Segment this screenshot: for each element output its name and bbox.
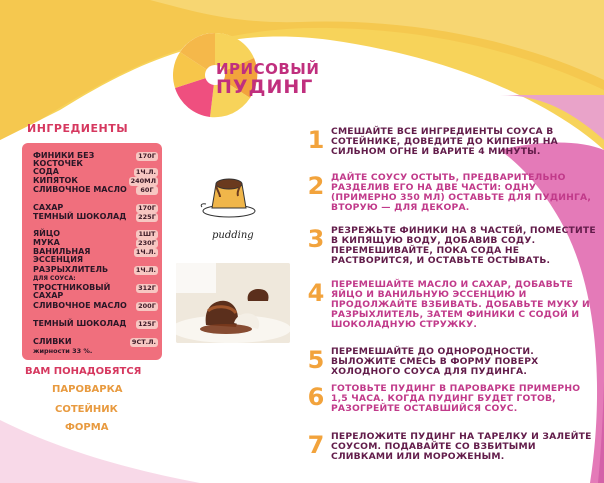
ingredient-qty: 1Ч.Л. — [135, 168, 156, 176]
ingredient-qty: 1Ч.Л. — [135, 266, 156, 274]
pudding-photo-image — [176, 263, 290, 343]
ingredient-name: РАЗРЫХЛИТЕЛЬ — [33, 265, 109, 274]
ingredient-name: ФИНИКИ БЕЗ КОСТОЧЕК — [33, 151, 95, 168]
step-number: 1 — [307, 126, 325, 154]
ingredient-name: ТРОСТНИКОВЫЙ САХАР — [33, 283, 111, 300]
ingredient-qty: 230Г — [136, 239, 158, 248]
ingredient-qty: 125Г — [136, 320, 158, 329]
step-number: 5 — [307, 346, 325, 374]
ingredient-row — [33, 230, 158, 238]
ingredient-row — [33, 239, 158, 247]
ingredient-qty: 1ШТ — [136, 230, 158, 239]
ingredient-name: САХАР — [33, 203, 64, 212]
ingredient-row — [33, 186, 158, 194]
step-text: ПЕРЕМЕШАЙТЕ МАСЛО И САХАР, ДОБАВЬТЕ ЯЙЦО И ВАНИЛЬНУЮ ЭССЕНЦИЮ И ПРОДОЛЖАЙТЕ ВЗБИВАТЬ. ДОБАВЬТЕ МУКУ И РАЗРЫХЛИТЕЛЬ, ЗАТЕМ ФИНИКИ С СОДОЙ И ШОКОЛАДНУЮ СТРУЖКУ. — [331, 279, 590, 330]
ingredient-qty: 240МЛ — [130, 177, 156, 185]
step-text: ПЕРЕЛОЖИТЕ ПУДИНГ НА ТАРЕЛКУ И ЗАЛЕЙТЕ СОУСОМ. ПОДАВАЙТЕ СО ВЗБИТЫМИ СЛИВКАМИ ИЛИ МОРОЖЕНЫМ. — [331, 431, 592, 462]
ingredient-row — [33, 213, 158, 221]
ingredient-qty: 170Г — [136, 204, 158, 213]
ingredient-name: СЛИВКИ — [33, 337, 72, 346]
step-number: 7 — [307, 431, 325, 459]
ingredient-qty: 312Г — [136, 284, 158, 293]
step-text: ДАЙТЕ СОУСУ ОСТЫТЬ, ПРЕДВАРИТЕЛЬНО РАЗДЕЛИВ ЕГО НА ДВЕ ЧАСТИ: ОДНУ (ПРИМЕРНО 350 МЛ) ОСТАВЬТЕ ДЛЯ ПУДИНГА, ВТОРУЮ — ДЛЯ ДЕКОРА. — [331, 172, 592, 213]
ingredient-name: ТЕМНЫЙ ШОКОЛАД — [33, 319, 127, 328]
ingredient-row — [33, 177, 158, 185]
ingredient-name: СЛИВОЧНОЕ МАСЛО — [33, 185, 127, 194]
step-number: 3 — [307, 225, 325, 253]
equipment-item: СОТЕЙНИК — [55, 404, 118, 415]
step-number: 6 — [307, 383, 325, 411]
ingredient-name: ТЕМНЫЙ ШОКОЛАД — [33, 212, 127, 221]
ingredient-row — [33, 168, 158, 176]
title-line-1: ИРИСОВЫЙ — [216, 60, 320, 78]
ingredient-qty: 170Г — [136, 152, 158, 161]
pudding-caption: pudding — [212, 230, 254, 241]
ingredient-qty: 225Г — [136, 213, 158, 222]
equipment-heading: ВАМ ПОНАДОБЯТСЯ — [25, 366, 142, 377]
ingredient-name: ВАНИЛЬНАЯ ЭССЕНЦИЯ — [33, 247, 91, 264]
title-line-2: ПУДИНГ — [216, 76, 314, 98]
step-text: СМЕШАЙТЕ ВСЕ ИНГРЕДИЕНТЫ СОУСА В СОТЕЙНИКЕ, ДОВЕДИТЕ ДО КИПЕНИЯ НА СИЛЬНОМ ОГНЕ И ВАРИТЕ 4 МИНУТЫ. — [331, 126, 558, 157]
equipment-item: ФОРМА — [65, 422, 109, 433]
ingredient-row — [33, 320, 158, 328]
ingredient-qty: 200Г — [136, 302, 158, 311]
ingredient-name: СОДА — [33, 167, 59, 176]
cream-note: жирности 33 %. — [33, 347, 93, 355]
ingredient-row — [33, 152, 158, 168]
ingredient-row — [33, 204, 158, 212]
step-text: ПЕРЕМЕШАЙТЕ ДО ОДНОРОДНОСТИ. ВЫЛОЖИТЕ СМЕСЬ В ФОРМУ ПОВЕРХ ХОЛОДНОГО СОУСА ДЛЯ ПУДИНГА. — [331, 346, 539, 377]
ingredient-row — [33, 284, 158, 300]
ingredient-name: МУКА — [33, 238, 60, 247]
ingredient-qty: 1Ч.Л. — [135, 248, 156, 256]
equipment-item: ПАРОВАРКА — [52, 384, 123, 395]
step-number: 4 — [307, 279, 325, 307]
ingredient-qty: 60Г — [136, 186, 158, 195]
ingredient-name: КИПЯТОК — [33, 176, 78, 185]
ingredients-heading: ИНГРЕДИЕНТЫ — [27, 122, 129, 135]
ingredient-row — [33, 302, 158, 310]
ingredient-row — [33, 338, 158, 346]
pudding-photo — [176, 263, 290, 343]
step-text: ГОТОВЬТЕ ПУДИНГ В ПАРОВАРКЕ ПРИМЕРНО 1,5 ЧАСА. КОГДА ПУДИНГ БУДЕТ ГОТОВ, РАЗОГРЕЙТЕ ОСТАВШИЙСЯ СОУС. — [331, 383, 581, 414]
sauce-label: ДЛЯ СОУСА: — [33, 275, 76, 282]
ingredient-name: ЯЙЦО — [33, 229, 61, 238]
step-text: РЕЗРЕЖЬТЕ ФИНИКИ НА 8 ЧАСТЕЙ, ПОМЕСТИТЕ В КИПЯЩУЮ ВОДУ, ДОБАВИВ СОДУ. ПЕРЕМЕШИВАЙТЕ, ПОКА СОДА НЕ РАСТВОРИТСЯ, И ОСТАВЬТЕ ОСТЫВАТЬ. — [331, 225, 596, 266]
ingredient-qty: 9СТ.Л. — [131, 338, 156, 346]
ingredient-row — [33, 248, 158, 264]
ingredient-row — [33, 266, 158, 274]
ingredient-name: СЛИВОЧНОЕ МАСЛО — [33, 301, 127, 310]
page-title — [216, 60, 319, 96]
step-number: 2 — [307, 172, 325, 200]
